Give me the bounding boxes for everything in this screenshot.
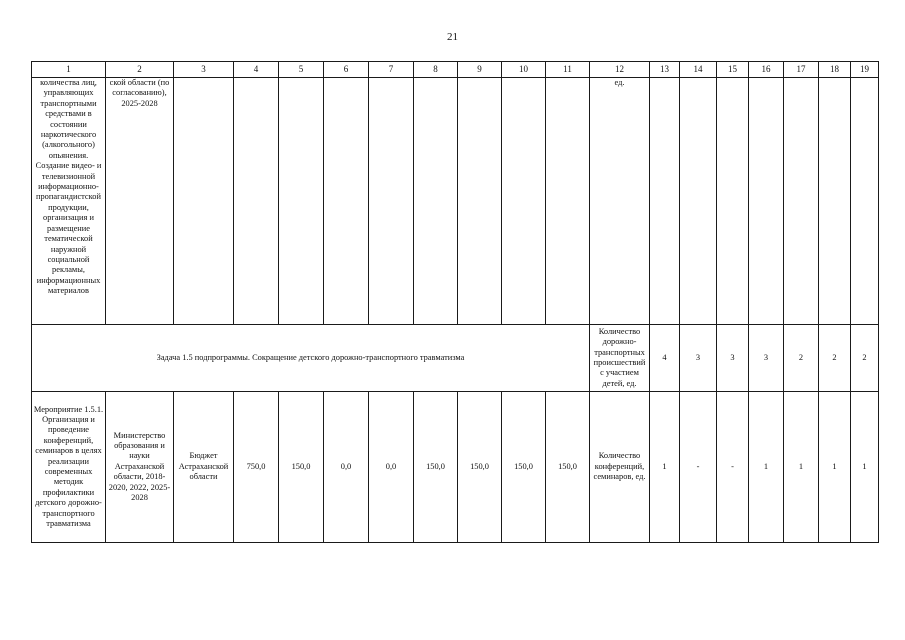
funding-value: 0,0	[324, 392, 369, 543]
empty-cell	[680, 78, 717, 325]
task-indicator: Количество дорожно-транспортных происшествий с участием детей, ед.	[590, 325, 650, 392]
indicator-value: 1	[650, 392, 680, 543]
funding-value: 150,0	[502, 392, 546, 543]
empty-cell	[851, 78, 879, 325]
col-header: 16	[749, 62, 784, 78]
col-header: 6	[324, 62, 369, 78]
funding-source: Бюджет Астраханской области	[174, 392, 234, 543]
empty-cell	[749, 78, 784, 325]
indicator-value: 2	[851, 325, 879, 392]
empty-cell	[546, 78, 590, 325]
col-header: 13	[650, 62, 680, 78]
empty-cell	[174, 78, 234, 325]
measure-description: количества лиц, управляющих транспортными средствами в состоянии наркотического (алкогольного) опьянения. Создание видео- и телевизионной информационно-пропагандистской продукции, организация и размещение тематической наружной социальной рекламы, информационных материалов	[32, 78, 106, 325]
indicator-value: 1	[819, 392, 851, 543]
empty-cell	[819, 78, 851, 325]
indicator-value: 2	[819, 325, 851, 392]
col-header: 1	[32, 62, 106, 78]
col-header: 15	[717, 62, 749, 78]
empty-cell	[458, 78, 502, 325]
task-row	[32, 325, 879, 392]
measure-row	[32, 392, 879, 543]
funding-value: 150,0	[458, 392, 502, 543]
col-header: 2	[106, 62, 174, 78]
col-header: 7	[369, 62, 414, 78]
funding-value: 0,0	[369, 392, 414, 543]
empty-cell	[369, 78, 414, 325]
col-header: 18	[819, 62, 851, 78]
col-header: 3	[174, 62, 234, 78]
responsible-executor: ской области (по согласованию), 2025-2028	[106, 78, 174, 325]
continuation-row	[32, 78, 879, 325]
indicator-value: -	[680, 392, 717, 543]
empty-cell	[784, 78, 819, 325]
col-header: 11	[546, 62, 590, 78]
responsible-executor: Министерство образования и науки Астраханской области, 2018-2020, 2022, 2025-2028	[106, 392, 174, 543]
indicator-value: 2	[784, 325, 819, 392]
indicator-value: 1	[784, 392, 819, 543]
indicator-value: 1	[749, 392, 784, 543]
empty-cell	[279, 78, 324, 325]
col-header: 9	[458, 62, 502, 78]
col-header: 12	[590, 62, 650, 78]
empty-cell	[502, 78, 546, 325]
indicator-value: -	[717, 392, 749, 543]
indicator-value: 3	[749, 325, 784, 392]
col-header: 17	[784, 62, 819, 78]
funding-value: 150,0	[546, 392, 590, 543]
header-row	[32, 62, 879, 78]
measure-title: Мероприятие 1.5.1. Организация и проведение конференций, семинаров в целях реализации современных методик профилактики детского дорожно-транспортного травматизма	[32, 392, 106, 543]
col-header: 14	[680, 62, 717, 78]
col-header: 4	[234, 62, 279, 78]
empty-cell	[650, 78, 680, 325]
empty-cell	[234, 78, 279, 325]
indicator-value: 1	[851, 392, 879, 543]
funding-value: 750,0	[234, 392, 279, 543]
col-header: 5	[279, 62, 324, 78]
program-table	[31, 61, 879, 543]
indicator-value: 3	[680, 325, 717, 392]
funding-value: 150,0	[414, 392, 458, 543]
page-number: 21	[447, 31, 458, 43]
indicator-value: 3	[717, 325, 749, 392]
col-header: 10	[502, 62, 546, 78]
indicator-value: 4	[650, 325, 680, 392]
col-header: 19	[851, 62, 879, 78]
funding-value: 150,0	[279, 392, 324, 543]
empty-cell	[717, 78, 749, 325]
col-header: 8	[414, 62, 458, 78]
empty-cell	[414, 78, 458, 325]
measure-indicator: Количество конференций, семинаров, ед.	[590, 392, 650, 543]
task-title: Задача 1.5 подпрограммы. Сокращение детского дорожно-транспортного травматизма	[32, 325, 590, 392]
empty-cell	[324, 78, 369, 325]
indicator-unit: ед.	[590, 78, 650, 325]
